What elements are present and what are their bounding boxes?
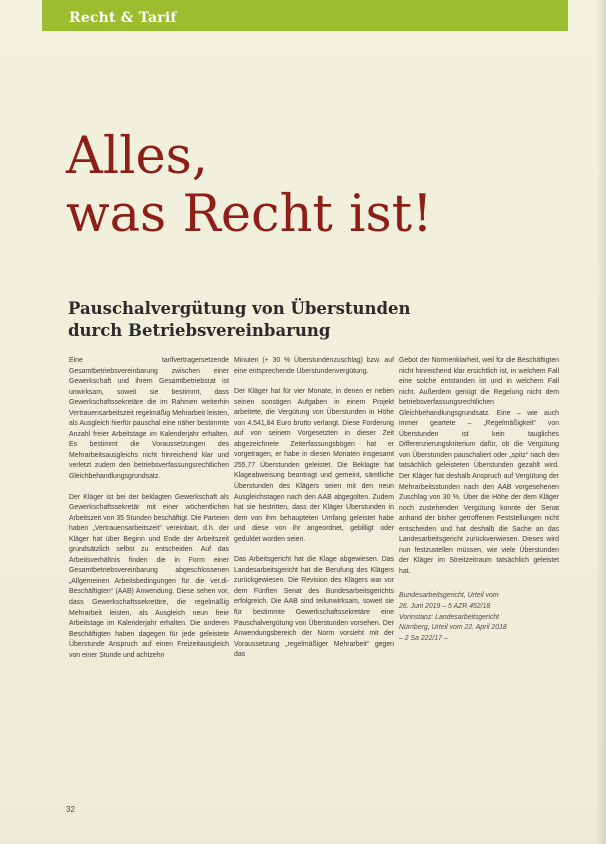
headline-line: was Recht ist! [66,185,433,244]
text-column-3 [399,356,559,644]
subheadline [68,298,428,342]
paragraph: Eine tarifvertragersetzende Gesamtbetriebsvereinbarung zwischen einer Gewerkschaft und ihrem Gesamtbetriebsrat ist unwirksam, soweit sie bestimmt, dass Gewerkschaftssekretäre die im Rahmen weiterhin Vertrauensarbeitszeit regelmäßig Mehrarbeit leisten, als Ausgleich hierfür pauschal eine näher bestimmte Anzahl freier Arbeitstage im Kalenderjahr erhalten. Es bestimmt die Voraussetzungen des Mehrarbeitsausgleichs nicht hinreichend klar und verletzt zudem den betriebsverfassungsrechtlichen Gleichbehandlungsgrundsatz. [69,357,229,481]
court-citation [399,591,559,644]
paragraph: Minuten (+ 30 % Überstundenzuschlag) bzw. auf eine entsprechende Überstundenvergütung. [234,357,394,375]
page-number: 32 [66,805,75,814]
paragraph: Gebot der Normenklarheit, weil für die Beschäftigten nicht hinreichend klar ersichtlich ist, in welchem Fall eine solche entstanden ist und in welchem Fall nicht. Außerdem genügt die Regelung nicht dem betriebsverfassungsrechtlichen Gleichbehandlungsgrundsatz. Eine – wie auch immer geartete – „Regelmäßigkeit“ von Überstunden ist kein taugliches Differenzierungskriterium dafür, ob die Vergütung von Überstunden pauschaliert oder „spitz“ nach den tatsächlich geleisteten Überstunden gezahlt wird. Der Kläger hat deshalb Anspruch auf Vergütung der Mehrarbeitsstunden nach den AAB vorgesehenen Zuschlag von 30 %. Über die Höhe der dem Kläger noch zustehenden Vergütung konnte der Senat anhand der bisher getroffenen Feststellungen nicht entscheiden und hat deshalb die Sache an das Landesarbeitsgericht zurückverwiesen. Dieses wird nun festzustellen müssen, wie viele Überstunden der Kläger im Streitzeitraum tatsächlich geleistet hat. [399,357,559,575]
text-column-2 [234,356,394,671]
citation-line: Nürnberg, Urteil vom 22. April 2018 [399,624,507,632]
text-column-1 [69,356,229,671]
paragraph: Das Arbeitsgericht hat die Klage abgewiesen. Das Landesarbeitsgericht hat die Berufung des Klägers zurückgewiesen. Die Revision des Klägers war vor dem Fünften Senat des Bundesarbeitsgerichts erfolgreich. Die AAB sind teilunwirksam, soweit sie für bestimmte Gewerkschaftssekretäre eine Pauschalvergütung von Überstunden vorsehen. Der Anwendungsbereich der Norm vorsieht mit der Voraussetzung „regelmäßiger Mehrarbeit“ gegen das [234,556,394,659]
headline [66,128,546,244]
headline-line: Alles, [66,127,209,186]
citation-line: Bundesarbeitsgericht, Urteil vom [399,592,499,600]
citation-line: 26. Juni 2019 – 5 AZR 452/18 [399,603,491,611]
paragraph: Der Kläger hat für vier Monate, in denen er neben seinen sonstigen Aufgaben in einem Projekt arbeitete, die Vergütung von Überstunden in Höhe von 4.541,84 Euro brutto verlangt. Diese Forderung auf von seinem Vorgesetzten in dieser Zeit abgezeichnete Zeiterfassungsbögen hat er vorgetragen, er habe in diesen Monaten insgesamt 255,77 Überstunden geleistet. Die Beklagte hat Klageabweisung beantragt und gemeint, sämtliche Überstunden des Klägers seien mit den neun Ausgleichstagen nach den AAB abgegolten. Zudem hat sie bestritten, dass der Kläger Überstunden in dem von ihm behaupteten Umfang geleistet habe und diese von ihr angeordnet, gebilligt oder geduldet worden seien. [234,388,394,543]
paragraph: Der Kläger ist bei der beklagten Gewerkschaft als Gewerkschaftssekretär mit einer wöchentlichen Arbeitszeit von 35 Stunden beschäftigt. Die Parteien haben „Vertrauensarbeitszeit“ vereinbart, d.h. der Kläger hat über Beginn und Ende der Arbeitszeit grundsätzlich selbst zu entscheiden. Auf das Arbeitsverhältnis finden die in Form einer Gesamtbetriebsvereinbarung abgeschlossenen „Allgemeinen Arbeitsbedingungen für die ver.di-Beschäftigten“ (AAB) Anwendung. Diese sehen vor, dass Gewerkschaftssekretäre, die regelmäßig Mehrarbeit leisten, als Ausgleich neun freie Arbeitstage im Kalenderjahr erhalten. Die anderen Beschäftigten haben dagegen für jede geleistete Überstunde Anspruch auf einen Freizeitausgleich von einer Stunde und achtzehn [69,493,229,659]
subheadline-line: Pauschalvergütung von Überstunden [68,299,411,318]
section-tag: Recht & Tarif [69,10,177,26]
page-edge-shadow [596,0,606,844]
citation-line: – 2 Sa 222/17 – [399,634,448,642]
citation-line: Vorinstanz: Landesarbeitsgericht [399,613,500,621]
subheadline-line: durch Betriebsvereinbarung [68,321,331,340]
